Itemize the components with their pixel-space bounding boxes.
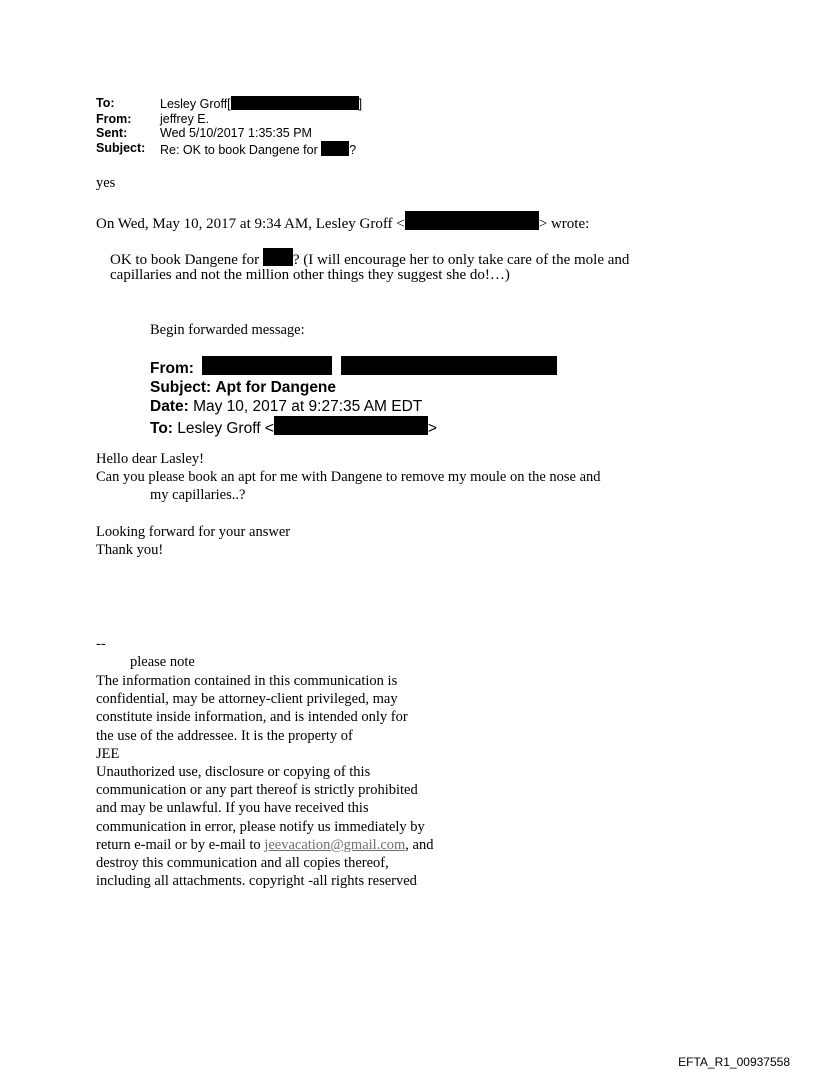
subject-value: Re: OK to book Dangene for ? xyxy=(160,142,357,157)
to-label: To: xyxy=(96,96,115,110)
forward-intro: Begin forwarded message: xyxy=(150,322,305,338)
fwd-subject-row xyxy=(150,378,557,397)
signature-dashes: -- xyxy=(96,636,106,652)
sent-label: Sent: xyxy=(96,126,128,140)
fwd-date-value: May 10, 2017 at 9:27:35 AM EDT xyxy=(193,398,423,415)
from-value: jeffrey E. xyxy=(160,111,210,126)
fwd-subject-value: Apt for Dangene xyxy=(215,379,337,396)
message-closing-2: Thank you! xyxy=(96,542,164,558)
fwd-from-label: From: xyxy=(150,360,194,377)
disclaimer-email-line: return e-mail or by e-mail to jeevacation@gmail.com, and xyxy=(96,836,434,853)
subject-label: Subject: xyxy=(96,140,146,155)
fwd-from-row xyxy=(150,356,557,378)
quoted-line-2: capillaries and not the million other things they suggest she do!…) xyxy=(110,267,510,283)
header-sent-row xyxy=(96,126,362,141)
redaction-box xyxy=(405,211,539,230)
redaction-box xyxy=(263,248,293,266)
reply-text: yes xyxy=(96,175,116,191)
header-to-row xyxy=(96,96,362,112)
fwd-date-row xyxy=(150,397,557,416)
sent-value: Wed 5/10/2017 1:35:35 PM xyxy=(160,126,312,140)
fwd-to-row: To: Lesley Groff < > xyxy=(150,416,557,438)
message-line-2: my capillaries..? xyxy=(150,487,246,503)
email-link[interactable]: jeevacation@gmail.com xyxy=(264,836,406,853)
document-id: EFTA_R1_00937558 xyxy=(678,1055,790,1069)
redaction-box xyxy=(321,141,349,156)
message-greeting: Hello dear Lasley! xyxy=(96,451,204,467)
redaction-box xyxy=(231,96,359,110)
quoted-line-1: OK to book Dangene for ? (I will encourage her to only take care of the mole and xyxy=(110,248,629,269)
message-line-1: Can you please book an apt for me with Dangene to remove my moule on the nose and xyxy=(96,469,601,485)
fwd-to-label: To: xyxy=(150,420,173,437)
forwarded-header xyxy=(150,356,557,438)
disclaimer: The information contained in this communication is confidential, may be attorney-client privileged, may constitute inside information, and is intended only for the use of the addressee. It is the property of JEE Unauthorized use, disclosure or copying of this communication or any part thereof is strictly prohibited and may be unlawful. If you have received this communication in error, please notify us immediately by return e-mail or by e-mail to jeevacation@gmail.com, and destroy this communication and all copies thereof, including all attachments. copyright -all rights reserved xyxy=(96,673,434,890)
fwd-subject-label: Subject: xyxy=(150,379,212,396)
quote-attribution: On Wed, May 10, 2017 at 9:34 AM, Lesley Groff < > wrote: xyxy=(96,211,589,233)
message-closing-1: Looking forward for your answer xyxy=(96,524,291,540)
email-header xyxy=(96,96,362,157)
fwd-date-label: Date: xyxy=(150,398,189,415)
from-label: From: xyxy=(96,111,132,126)
redaction-box xyxy=(274,416,428,435)
header-subject-row xyxy=(96,141,362,158)
redaction-box xyxy=(202,356,332,375)
redaction-box xyxy=(341,356,557,375)
to-value: Lesley Groff[ ] xyxy=(160,97,363,111)
header-from-row xyxy=(96,112,362,127)
signature-note: please note xyxy=(130,654,195,670)
